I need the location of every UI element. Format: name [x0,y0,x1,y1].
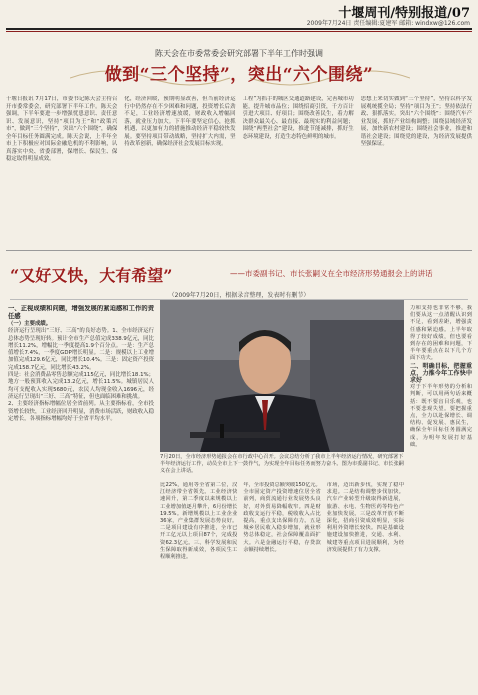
article2-left-column [8,305,154,690]
article1-col-3: 工程”为抓手的城区交通道路建设，完善城市功能，提升城市品位；围绕招商引资，千方百计引进大项目、好项目；围绕改善民生，着力解决群众最关心、最直接、最现实的利益问题；围绕“两型社会”建设，推进节能减排，抓好生态环境建设，打造生态特色鲜明的城市。 [242,96,354,140]
speaker-photo-image [160,300,404,452]
header-rule-accent [6,31,472,32]
article1-kicker: 陈天会在市委常委会研究部署下半年工作时强调 [155,49,323,58]
article2-dateline: （2009年7月20日，根据录音整理，发表时有删节） [168,292,310,299]
paragraph: 对于下半年形势的分析和判断，可以用两句话来概括：既不要盲目乐观，也不要悲观失望。要把握重点，全力以赴保增长、调结构、促发展、惠民生，确保全年目标任务圆满完成，为明年发展打好基础。 [410,384,472,448]
article2-headline: “又好又快，大有希望” [10,266,173,285]
article2-mid-col-1: 比22%，通用等全省第二位，汉江经济带全省领先。工业经济快速回升，第二季度以来规模以上工业增加值逐月攀升，6月份增长19.5%。新增规模以上工业企业36家，产业集群发展态势良好。二是项目建设有序推进，全市已开工亿元以上项目87个，完成投资62.3亿元。三、科学发展和民生保障取得新成效，各项民生工程顺利推进。 [160,482,238,561]
paragraph: 2、主要经济指标增幅位居全省前列。从主要指标看，全市投资增长较快，工业经济回升明显，消费市场活跃，财政收入稳定增长，各项指标增幅均好于全省平均水平。 [8,401,154,422]
header-rule [6,28,472,30]
article1-headline: 做到“三个坚持”，突出“六个围绕” [104,65,374,85]
article1-col-1: 十堰日报讯 7月17日，市委书记陈天会主持召开市委常委会，研究部署下半年工作。陈天会强调，下半年要进一步增强忧患意识、责任意识、发展意识，坚持“项目为王”和“政策兴市”，做到“三个坚持”，突出“六个围绕”，确保全年目标任务圆满完成。陈天会说，上半年全市上下积极应对国际金融危机的不利影响，认真落实中央、省委部署，保增长、保民生、保稳定取得明显成效。 [6,96,118,162]
article2-middle-body [160,482,404,690]
article1-body [6,96,472,244]
article2-subtitle: ——市委副书记、市长张嗣义在全市经济形势通报会上的讲话 [230,269,433,278]
article2-mid-col-2: 年，全市投资总额突破150亿元。全市固定资产投资增速位居全省前列，商贸流通行业发展势头良好，对外贸易降幅收窄。四是财政收支运行平稳，税收收入占比提高，重点支出保障有力。五是城乡居民收入稳步增加，就业形势总体稳定，社会保障覆盖面扩大。六是金融运行平稳，存贷款余额持续增长。 [243,482,321,553]
paragraph: 力和支持也非常不够，我们要从这一点清醒认识到不足，看到差距，增强责任感和紧迫感。上半年取得了较好成绩，但也要看到存在的困难和问题，下半年要重点在以下几个方面下功夫。 [410,305,472,362]
speaker-photo [160,300,404,452]
section-heading-2: 二、明确目标，把握重点，力推今年工作快中求好 [410,362,472,385]
article1-col-2: 化，经济回暖，预期明显改善，但当前经济运行中仍然存在不少困难和问题，投资增长后劲不足，工业经济增速放缓，财政收入增幅回落，就业压力加大。下半年要坚定信心，抢抓机遇，以更加有力的措施推动经济平稳较快发展。要坚持项目带动战略，坚持扩大内需，坚持改革创新，确保经济社会发展目标实现。 [124,96,236,147]
subsection-heading: （一）主要成绩。 [8,321,52,327]
paragraph: 经济运行呈现出“三好、三高”的良好态势。1、全市经济运行总体态势呈现好转。预计全市生产总值完成338.9亿元，同比增长11.2%，增幅比一季度提高1.9个百分点。一是：生产总值增长7.4%，一季度GDP增长明显。二是：规模以上工业增加值完成129.6亿元，同比增长10.4%。三是：固定资产投资完成158.7亿元，同比增长43.2%。 [8,328,154,371]
article2-mid-col-3: 市场，迈出新步伐，实现了稳中求进。二是结构调整步伐加快。汽车产业转型升级取得新进展，旅游、水电、生物医药等特色产业加快发展。三是改革开放不断深化，招商引资成效明显，实际利用外资增长较快。四是基础设施建设加快推进，交通、水利、城建等重点项目进展顺利，为经济发展提供了有力支撑。 [326,482,404,553]
article2-right-column [410,305,472,690]
paragraph: 四是：社会消费品零售总额完成115亿元，同比增长18.1%；地方一般预算收入完成13.2亿元，增长11.5%。城镇居民人均可支配收入实现5680元，农民人均现金收入1696元，经济运行呈现出“三好、三高”特征，但也面临困难和挑战。 [8,372,154,400]
article-divider [6,250,472,251]
section-heading-1: 一、正视成绩和问题，增强发展的紧迫感和工作的责任感 [8,305,154,320]
photo-caption: 7月20日，全市经济形势通报会在市行政中心召开。会议总结分析了我市上半年经济运行情况，研究部署下半年经济运行工作，动员全市上下一鼓作气，为实现全年目标任务而努力奋斗。图为市委副书记、市长张嗣义在会上讲话。 [160,454,404,474]
header-info: 2009年7月24日 责任编辑:夏建军 邮箱: windxw@126.com [306,20,470,27]
article1-col-4: 思想上来切实做到“三个坚持”，坚持以科学发展观统揽全局；坚持“项目为王”；坚持依法行政、狠抓落实。突出“六个围绕”：围绕汽车产业发展，抓好产业结构调整；围绕县域经济发展，加快新农村建设；围绕社会事业，推进和谐社会建设；围绕党的建设，为经济发展提供坚强保证。 [360,96,472,147]
section-title: 十堰周刊/特别报道/07 [338,6,470,21]
page-header [0,0,478,30]
